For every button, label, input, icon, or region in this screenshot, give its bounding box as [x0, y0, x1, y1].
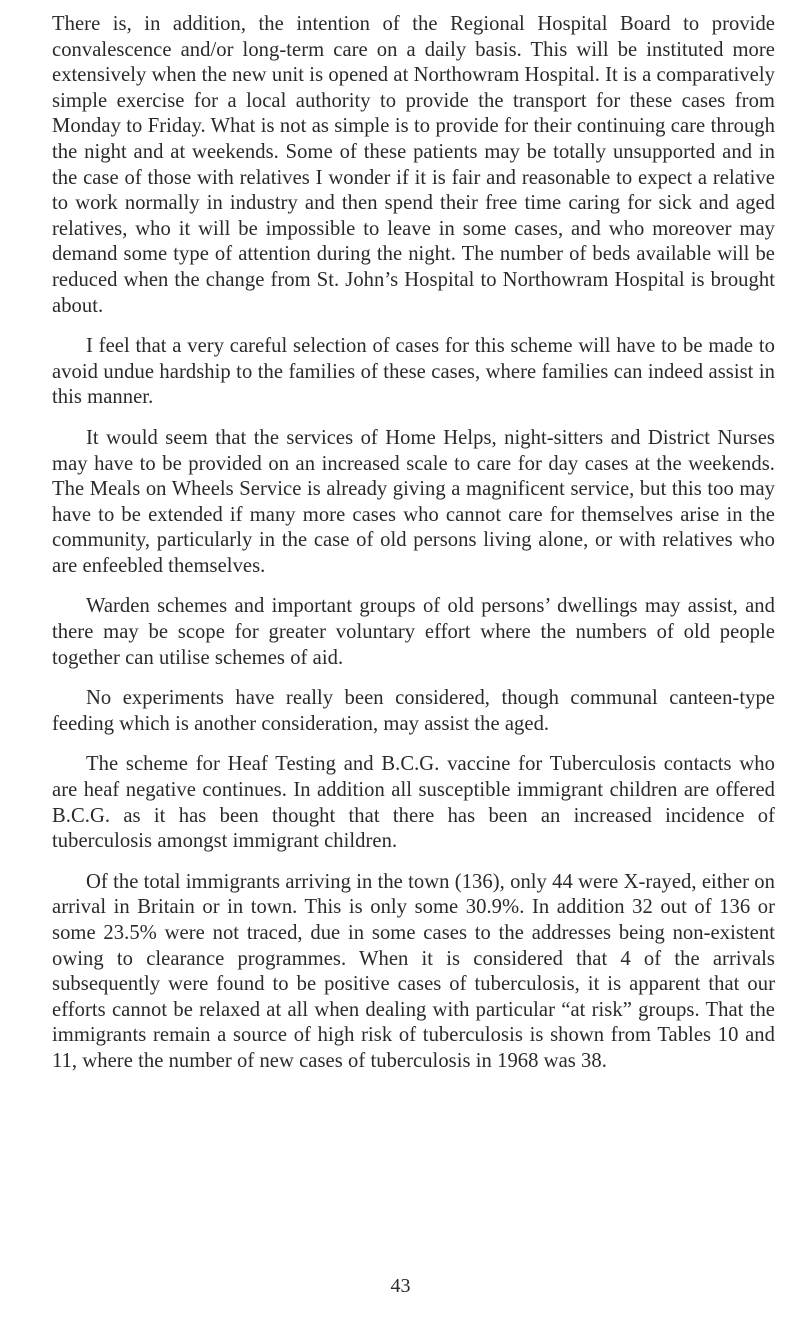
paragraph-warden-schemes: Warden schemes and important groups of old persons’ dwellings may assist, and there may be scope for greater voluntary effort where the numbers of old people together can utilise schemes of aid. — [52, 595, 775, 669]
paragraph-home-helps: It would seem that the services of Home Helps, night-sitters and District Nurses may have to be provided on an increased scale to care for day cases at the weekends. The Meals on Wheels Service is already giving a magnificent service, but this too may have to be extended if many more cases who cannot care for themselves arise in the community, particularly in the case of old persons living alone, or with relatives who are enfeebled themselves. — [52, 426, 775, 577]
paragraph-convalescence: There is, in addition, the intention of the Regional Hospital Board to provide convalescence and/or long-term care on a daily basis. This will be instituted more extensively when the new unit is opened at Northowram Hospital. It is a comparatively simple exercise for a local authority to provide the transport for these cases from Monday to Friday. What is not as simple is to provide for their continuing care through the night and at weekends. Some of these patients may be totally unsupported and in the case of those with relatives I wonder if it is fair and reasonable to expect a relative to work normally in industry and then spend their free time caring for sick and aged relatives, who it will be impossible to leave in some cases, and who moreover may demand some type of attention during the night. The number of beds available will be reduced when the change from St. John’s Hospital to Northowram Hospital is brought about. — [52, 13, 775, 317]
page-number: 43 — [390, 1275, 411, 1297]
paragraph-heaf-testing: The scheme for Heaf Testing and B.C.G. vaccine for Tuberculosis contacts who are heaf negative continues. In addition all susceptible immigrant children are offered B.C.G. as it has been thought that there has been an increased incidence of tuberculosis amongst immigrant children. — [52, 753, 775, 853]
paragraph-experiments: No experiments have really been considered, though communal canteen-type feeding which is another consideration, may assist the aged. — [52, 687, 775, 735]
paragraph-careful-selection: I feel that a very careful selection of cases for this scheme will have to be made to avoid undue hardship to the families of these cases, where families can indeed assist in this manner. — [52, 335, 775, 409]
paragraph-immigrants: Of the total immigrants arriving in the town (136), only 44 were X-rayed, either on arrival in Britain or in town. This is only some 30.9%. In addition 32 out of 136 or some 23.5% were not traced, due in some cases to the addresses being non-existent owing to clearance programmes. When it is considered that 4 of the arrivals subsequently were found to be positive cases of tuberculosis, it is apparent that our efforts cannot be relaxed at all when dealing with particular “at risk” groups. That the immigrants remain a source of high risk of tuberculosis is shown from Tables 10 and 11, where the number of new cases of tuberculosis in 1968 was 38. — [52, 870, 775, 1072]
